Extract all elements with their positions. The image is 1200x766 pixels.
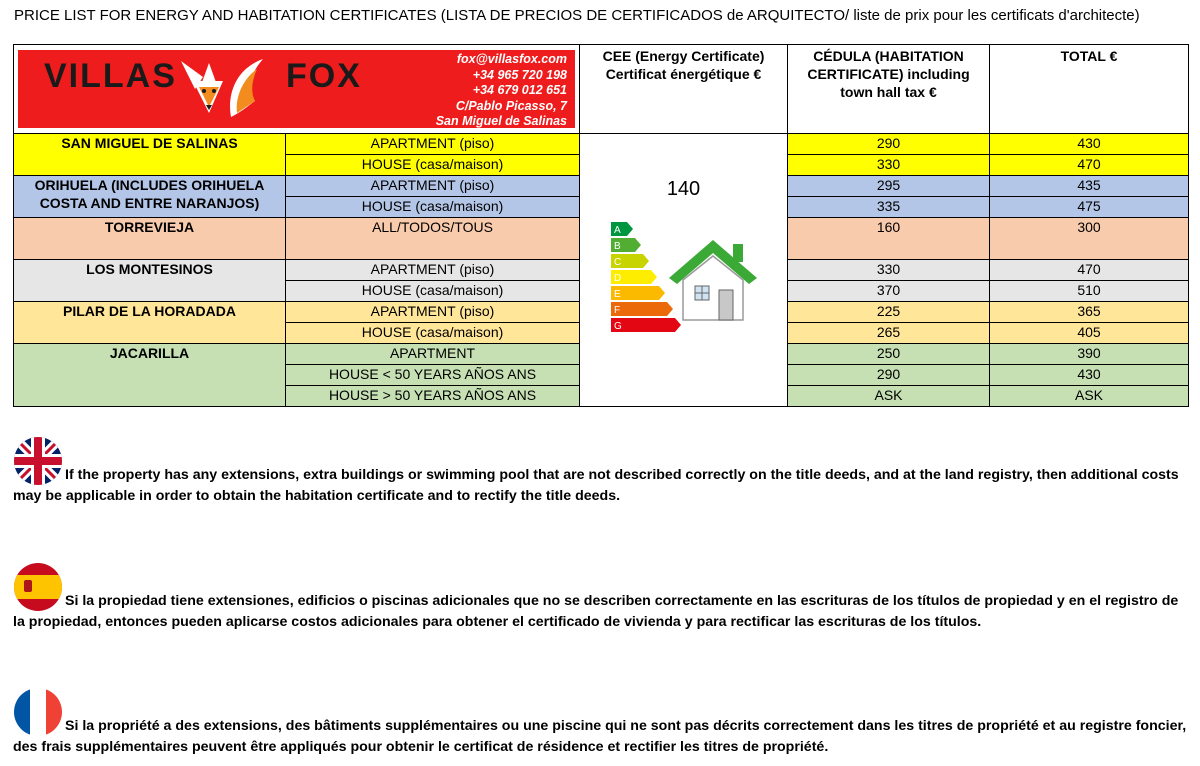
property-type-cell: HOUSE (casa/maison): [286, 155, 580, 176]
uk-flag-icon: [13, 436, 63, 486]
note-french-text: Si la propriété a des extensions, des bâtiments supplémentaires ou une piscine qui ne sont pas décrits correctement dans les titres de propriété et au registre foncier, des frais supplémentaires peuvent être appliqués pour obtenir le certificat de résidence et rectifier les titres de propriété.: [13, 718, 1187, 755]
energy-letter-c: C: [613, 257, 621, 268]
cedula-price-cell: 370: [788, 281, 990, 302]
france-flag-icon: [13, 687, 63, 737]
location-cell: SAN MIGUEL DE SALINAS: [14, 134, 286, 176]
energy-letter-b: B: [613, 241, 621, 252]
cedula-price-cell: 265: [788, 323, 990, 344]
location-cell: JACARILLA: [14, 344, 286, 407]
total-price-cell: 365: [990, 302, 1189, 323]
contact-info: [436, 52, 567, 128]
contact-town: San Miguel de Salinas: [435, 114, 567, 128]
location-cell: PILAR DE LA HORADADA: [14, 302, 286, 344]
total-price-cell: 300: [990, 218, 1189, 260]
cedula-price-cell: 290: [788, 365, 990, 386]
cee-price-value: 140: [666, 178, 701, 200]
property-type-cell: HOUSE (casa/maison): [286, 197, 580, 218]
energy-letter-f: F: [613, 305, 620, 316]
location-cell: LOS MONTESINOS: [14, 260, 286, 302]
location-cell: TORREVIEJA: [14, 218, 286, 260]
villas-fox-logo: [18, 50, 575, 128]
house-icon: [669, 240, 757, 320]
property-type-cell: APARTMENT (piso): [286, 260, 580, 281]
property-type-cell: HOUSE > 50 YEARS AÑOS ANS: [286, 386, 580, 407]
note-spanish-text: Si la propiedad tiene extensiones, edificios o piscinas adicionales que no se describen correctamente en las escrituras de los títulos de propiedad y en el registro de la propiedad, entonces pueden aplicarse costos adicionales para obtener el certificado de vivienda y para rectificar las escrituras de los títulos.: [13, 593, 1179, 630]
property-type-cell: HOUSE < 50 YEARS AÑOS ANS: [286, 365, 580, 386]
total-price-cell: 430: [990, 134, 1189, 155]
total-price-cell: 430: [990, 365, 1189, 386]
cedula-price-cell: 225: [788, 302, 990, 323]
note-spanish: [13, 562, 1188, 633]
property-type-cell: ALL/TODOS/TOUS: [286, 218, 580, 260]
cedula-price-cell: 290: [788, 134, 990, 155]
header-cee: CEE (Energy Certificate) Certificat énergétique €: [580, 45, 788, 134]
total-price-cell: 405: [990, 323, 1189, 344]
cedula-price-cell: 160: [788, 218, 990, 260]
table-row: [14, 134, 1189, 155]
price-table: [13, 44, 1189, 407]
note-english: [13, 436, 1188, 507]
cedula-price-cell: ASK: [788, 386, 990, 407]
table-header-row: [14, 45, 1189, 134]
contact-email: fox@villasfox.com: [456, 52, 567, 66]
logo-word-villas: VILLAS: [44, 57, 177, 95]
total-price-cell: 435: [990, 176, 1189, 197]
note-english-text: If the property has any extensions, extra buildings or swimming pool that are not described correctly on the title deeds, and at the land registry, then additional costs may be applicable in order to obtain the habitation certificate and to rectify the title deeds.: [13, 467, 1179, 504]
location-cell: ORIHUELA (INCLUDES ORIHUELA COSTA AND ENTRE NARANJOS): [14, 176, 286, 218]
contact-street: C/Pablo Picasso, 7: [455, 98, 567, 113]
header-total: TOTAL €: [990, 45, 1189, 134]
total-price-cell: 510: [990, 281, 1189, 302]
cedula-price-cell: 330: [788, 155, 990, 176]
logo-word-fox: FOX: [286, 57, 362, 95]
energy-rating-house-icon: [609, 220, 759, 338]
contact-phone-2: +34 679 012 651: [472, 83, 567, 97]
contact-phone-1: +34 965 720 198: [472, 67, 567, 82]
total-price-cell: 390: [990, 344, 1189, 365]
property-type-cell: HOUSE (casa/maison): [286, 323, 580, 344]
fox-logo-icon: [173, 55, 273, 123]
energy-letter-e: E: [613, 289, 621, 300]
cedula-price-cell: 295: [788, 176, 990, 197]
property-type-cell: APARTMENT (piso): [286, 176, 580, 197]
cedula-price-cell: 330: [788, 260, 990, 281]
energy-letter-d: D: [613, 273, 621, 284]
spain-flag-icon: [13, 562, 63, 612]
cedula-price-cell: 335: [788, 197, 990, 218]
energy-letter-a: A: [613, 225, 621, 236]
logo-cell: [14, 45, 580, 134]
property-type-cell: HOUSE (casa/maison): [286, 281, 580, 302]
total-price-cell: 470: [990, 260, 1189, 281]
property-type-cell: APARTMENT: [286, 344, 580, 365]
property-type-cell: APARTMENT (piso): [286, 302, 580, 323]
property-type-cell: APARTMENT (piso): [286, 134, 580, 155]
cedula-price-cell: 250: [788, 344, 990, 365]
page-title: PRICE LIST FOR ENERGY AND HABITATION CERTIFICATES (LISTA DE PRECIOS DE CERTIFICADOS de ARQUITECTO/ liste de prix pour les certificats d'architecte): [14, 7, 1140, 24]
total-price-cell: 470: [990, 155, 1189, 176]
energy-letter-g: G: [613, 321, 622, 332]
total-price-cell: 475: [990, 197, 1189, 218]
cee-price-cell: [580, 134, 788, 407]
total-price-cell: ASK: [990, 386, 1189, 407]
note-french: [13, 687, 1188, 758]
header-cedula: CÉDULA (HABITATION CERTIFICATE) including town hall tax €: [788, 45, 990, 134]
